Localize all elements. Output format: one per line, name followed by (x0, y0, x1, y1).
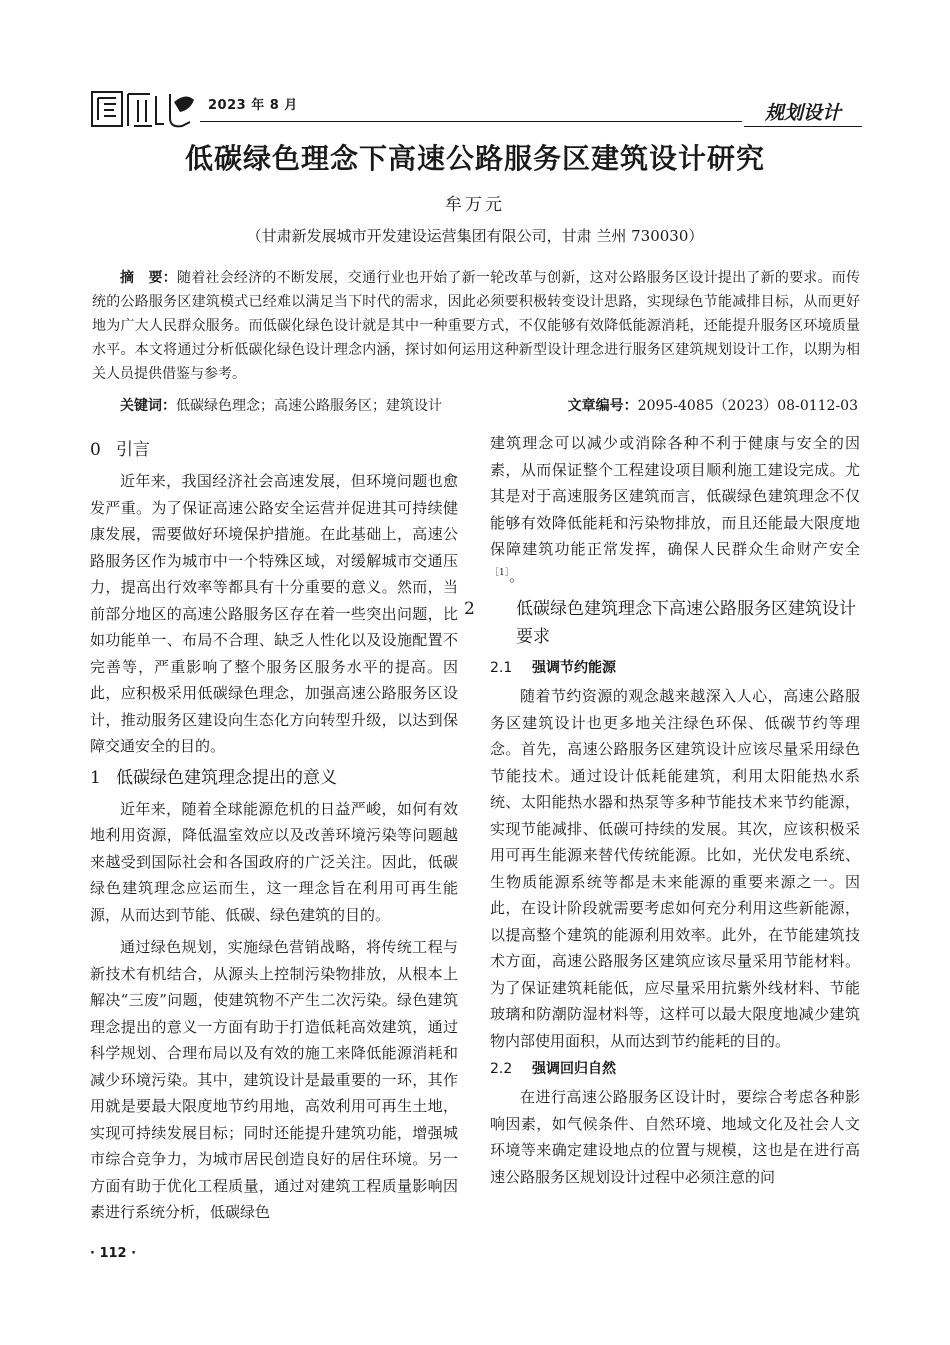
abstract (92, 266, 860, 386)
section-title: 引言 (116, 440, 150, 460)
section-number: 0 (90, 440, 101, 460)
section-heading-2 (464, 595, 860, 651)
paper-title: 低碳绿色理念下高速公路服务区建筑设计研究 (184, 142, 765, 175)
paragraph: 近年来，随着全球能源危机的日益严峻，如何有效地利用资源，降低温室效应以及改善环境污染等问题越来越受到国际社会和各国政府的广泛关注。因此，低碳绿色建筑理念应运而生，这一理念旨在利用可再生能源，从而达到节能、低碳、绿色建筑的目的。 (90, 799, 458, 924)
section-heading-1 (90, 764, 458, 792)
page-number: · 112 · (90, 1246, 137, 1261)
column-tag-underline (744, 126, 862, 127)
subsection-number: 2.2 (490, 1061, 513, 1077)
paragraph: 在进行高速公路服务区设计时，要综合考虑各种影响因素，如气候条件、自然环境、地域文化及社会人文环境等来确定建设地点的位置与规模，这也是在进行高速公路服务区规划设计过程中必须注意的问 (490, 1088, 860, 1186)
article-number (568, 395, 858, 415)
section-title: 低碳绿色建筑理念下高速公路服务区建筑设计要求 (516, 599, 856, 647)
subsection-heading-2-2 (490, 1056, 860, 1082)
section-number: 1 (90, 767, 101, 788)
abstract-label: 摘 要： (120, 270, 177, 286)
author-affiliation: （甘肃新发展城市开发建设运营集团有限公司，甘肃 兰州 730030） (246, 227, 704, 245)
section-number: 2 (464, 599, 475, 619)
issue-date: 2023 年 8 月 (208, 98, 298, 113)
paragraph-text: 。 (509, 566, 525, 585)
article-number-text: 2095-4085（2023）08-0112-03 (637, 398, 858, 414)
paragraph: 通过绿色规划，实施绿色营销战略，将传统工程与新技术有机结合，从源头上控制污染物排放，从根本上解决“三废”问题，使建筑物不产生二次污染。绿色建筑理念提出的意义一方面有助于打造低耗高效建筑，通过科学规划、合理布局以及有效的施工来降低能源消耗和减少环境污染。其中，建筑设计是最重要的一环，其作用就是要最大限度地节约用地，高效利用可再生土地，实现可持续发展目标；同时还能提升建筑功能，增强城市综合竞争力，为城市居民创造良好的居住环境。另一方面有助于优化工程质量，通过对建筑工程质量影响因素进行系统分析，低碳绿色 (90, 938, 458, 1221)
paragraph-text: 建筑理念可以减少或消除各种不利于健康与安全的因素，从而保证整个工程建设项目顺利施工建设完成。尤其是对于高速服务区建筑而言，低碳绿色建筑理念不仅能够有效降低能耗和污染物排放，而且还能最大限度地保障建筑功能正常发挥，确保人民群众生命财产安全 (490, 434, 860, 558)
header-rule (200, 121, 742, 122)
left-column (90, 432, 458, 1226)
citation-ref: ［1］ (490, 567, 510, 578)
subsection-title: 强调节约能源 (532, 660, 616, 676)
keywords-label: 关键词： (120, 398, 176, 414)
subsection-title: 强调回归自然 (532, 1061, 616, 1077)
paragraph: 随着节约资源的观念越来越深入人心，高速公路服务区建筑设计也更多地关注绿色环保、低碳节约等理念。首先，高速公路服务区建筑设计应该尽量采用绿色节能技术。通过设计低耗能建筑，利用太阳能热水系统、太阳能热水器和热泵等多种节能技术来节约能源，实现节能减排、低碳可持续的发展。其次，应该积极采用可再生能源来替代传统能源。比如，光伏发电系统、生物质能源系统等都是未来能源的重要来源之一。因此，在设计阶段就需要考虑如何充分利用这些新能源，以提高整个建筑的能源利用效率。此外，在节能建筑技术方面，高速公路服务区建筑应该尽量采用节能材料。为了保证建筑耗能低，应尽量采用抗紫外线材料、节能玻璃和防潮防湿材料等，这样可以最大限度地减少建筑物内部使用面积，从而达到节约能耗的目的。 (490, 687, 860, 1050)
article-number-label: 文章编号： (567, 398, 638, 414)
subsection-heading-2-1 (490, 655, 860, 681)
paragraph: 近年来，我国经济社会高速发展，但环境问题也愈发严重。为了保证高速公路安全运营并促进其可持续健康发展，需要做好环境保护措施。在此基础上，高速公路服务区作为城市中一个特殊区域，对缓解城市交通压力，提高出行效率等都具有十分重要的意义。然而，当前部分地区的高速公路服务区存在着一些突出问题，比如功能单一、布局不合理、缺乏人性化以及设施配置不完善等，严重影响了整个服务区服务水平的提高。因此，应积极采用低碳绿色理念，加强高速公路服务区设计，推动服务区建设向生态化方向转型升级，以达到保障交通安全的目的。 (90, 472, 458, 755)
section-heading-0 (90, 436, 458, 464)
keywords-text: 低碳绿色理念；高速公路服务区；建筑设计 (176, 398, 442, 414)
abstract-text: 随着社会经济的不断发展，交通行业也开始了新一轮改革与创新，这对公路服务区设计提出了新的要求。而传统的公路服务区建筑模式已经难以满足当下时代的需求，因此必须要积极转变设计思路，实现绿色节能减排目标，从而更好地为广大人民群众服务。而低碳化绿色设计就是其中一种重要方式，不仅能够有效降低能源消耗，还能提升服务区环境质量水平。本文将通过分析低碳化绿色设计理念内涵，探讨如何运用这种新型设计理念进行服务区建筑规划设计工作，以期为相关人员提供借鉴与参考。 (92, 270, 861, 382)
subsection-number: 2.1 (490, 660, 513, 676)
paragraph (490, 430, 860, 589)
author-name: 牟万元 (445, 195, 505, 215)
keywords (120, 395, 442, 415)
section-title: 低碳绿色建筑理念提出的意义 (116, 767, 337, 788)
right-column (464, 430, 860, 1190)
column-tag: 规划设计 (764, 102, 841, 124)
journal-logo-icon (90, 88, 198, 132)
